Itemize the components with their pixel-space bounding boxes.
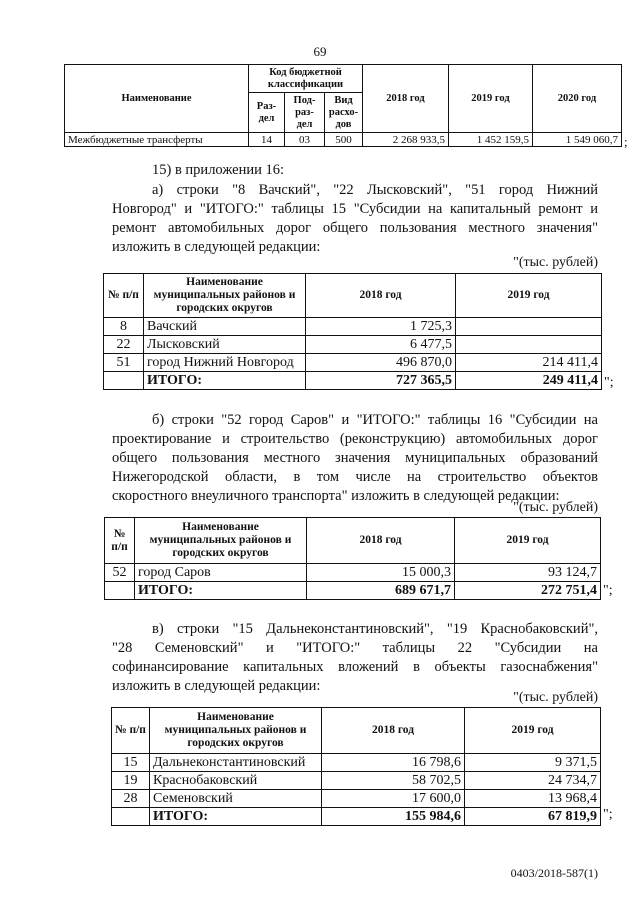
header-num: № п/п xyxy=(104,274,144,318)
section-intro: 15) в приложении 16: xyxy=(152,162,285,178)
page-number: 69 xyxy=(313,44,327,59)
table-row: 51 город Нижний Новгород 496 870,0 214 411,4 xyxy=(104,354,602,372)
header-2018: 2018 год xyxy=(306,274,456,318)
subsidy-table-15 xyxy=(103,273,602,390)
paragraph-c: в) строки "15 Дальнеконстантиновский", "19 Краснобаковский", "28 Семеновский" и "ИТОГО:" таблицы 22 "Субсидии на софинансирование капитальных вложений в объекты газоснабжения" изложить в следующей редакции: xyxy=(112,621,598,694)
table-row: 52 город Саров 15 000,3 93 124,7 xyxy=(105,564,601,582)
header-budget-code: Код бюджетной классификации xyxy=(249,65,363,93)
total-row: ИТОГО: 155 984,6 67 819,9 xyxy=(112,808,601,826)
row-2018: 2 268 933,5 xyxy=(363,133,449,147)
total-row: ИТОГО: 689 671,7 272 751,4 xyxy=(105,582,601,600)
header-2019: 2019 год xyxy=(456,274,602,318)
table-row: 15 Дальнеконстантиновский 16 798,6 9 371,5 xyxy=(112,754,601,772)
paragraph-b: б) строки "52 город Саров" и "ИТОГО:" таблицы 16 "Субсидии на проектирование и строительство (реконструкцию) автомобильных дорог общего пользования местного значения муниципальных образований Нижегородской области, в том числе на строительство объектов скоростного внеуличного транспорта" изложить в следующей редакции: xyxy=(112,412,598,504)
table3-end-mark: "; xyxy=(603,807,613,822)
table-row: 8 Вачский 1 725,3 xyxy=(104,318,602,336)
header-num: № п/п xyxy=(105,518,135,564)
row-podrazdel: 03 xyxy=(285,133,325,147)
document-code: 0403/2018-587(1) xyxy=(510,866,598,880)
header-name: Наименование муниципальных районов и городских округов xyxy=(144,274,306,318)
table-row: 22 Лысковский 6 477,5 xyxy=(104,336,602,354)
unit-label: "(тыс. рублей) xyxy=(513,255,598,270)
row-2020: 1 549 060,7 xyxy=(533,133,622,147)
header-name: Наименование муниципальных районов и городских округов xyxy=(135,518,307,564)
subsidy-table-22 xyxy=(111,707,601,826)
header-2019: 2019 год xyxy=(455,518,601,564)
header-podrazdel: Под-раз-дел xyxy=(285,93,325,133)
row-2019: 1 452 159,5 xyxy=(449,133,533,147)
table-row: 19 Краснобаковский 58 702,5 24 734,7 xyxy=(112,772,601,790)
table-row: 28 Семеновский 17 600,0 13 968,4 xyxy=(112,790,601,808)
header-2018: 2018 год xyxy=(363,65,449,133)
unit-label: "(тыс. рублей) xyxy=(513,500,598,515)
header-2018: 2018 год xyxy=(322,708,465,754)
unit-label: "(тыс. рублей) xyxy=(513,690,598,705)
header-2019: 2019 год xyxy=(449,65,533,133)
header-num: № п/п xyxy=(112,708,150,754)
budget-table xyxy=(64,64,622,147)
row-razdel: 14 xyxy=(249,133,285,147)
table1-end-mark: "; xyxy=(604,375,614,390)
header-vid: Вид расхо-дов xyxy=(325,93,363,133)
row-name: Межбюджетные трансферты xyxy=(65,133,249,147)
header-name: Наименование xyxy=(65,65,249,133)
header-2019: 2019 год xyxy=(465,708,601,754)
table-row xyxy=(65,133,622,147)
total-row: ИТОГО: 727 365,5 249 411,4 xyxy=(104,372,602,390)
row-vid: 500 xyxy=(325,133,363,147)
header-2020: 2020 год xyxy=(533,65,622,133)
header-2018: 2018 год xyxy=(307,518,455,564)
table0-end-mark: ; xyxy=(624,134,628,149)
header-razdel: Раз-дел xyxy=(249,93,285,133)
subsidy-table-16 xyxy=(104,517,601,600)
paragraph-a: а) строки "8 Вачский", "22 Лысковский", "51 город Нижний Новгород" и "ИТОГО:" таблицы 15 "Субсидии на капитальный ремонт и ремонт автомобильных дорог общего пользования местного значения" изложить в следующей редакции: xyxy=(112,182,598,255)
table2-end-mark: "; xyxy=(603,583,613,598)
header-name: Наименование муниципальных районов и городских округов xyxy=(150,708,322,754)
